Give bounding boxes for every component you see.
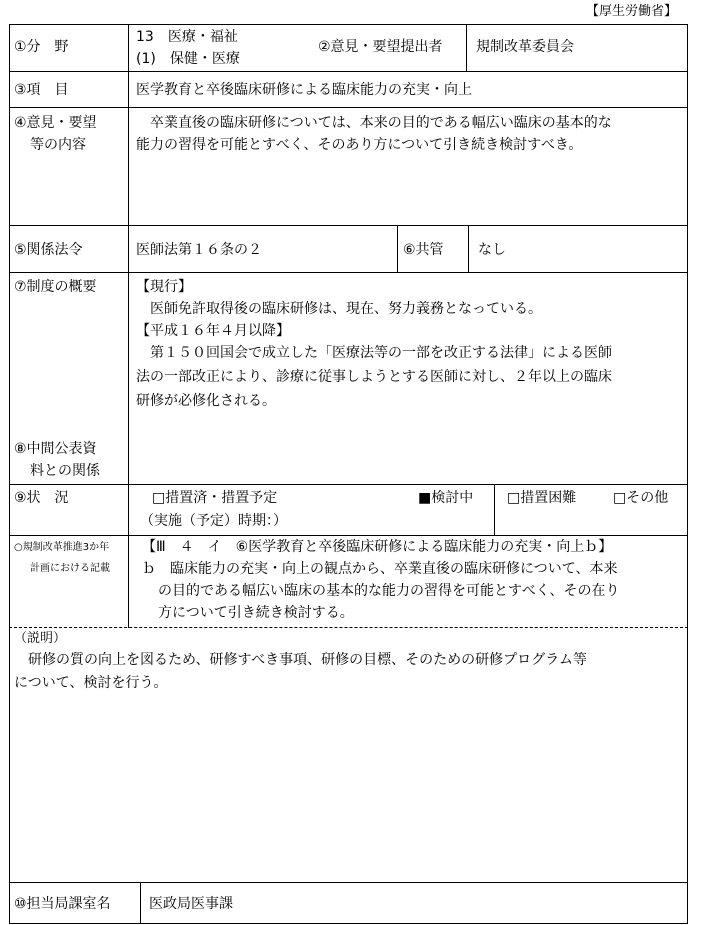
interim-label-line2: 料との関係 <box>30 463 100 479</box>
request-label-line1: ④意見・要望 <box>14 115 97 131</box>
plan-text-line: 方について引き続き検討する。 <box>158 605 354 621</box>
system-text-line: 研修が必修化される。 <box>136 393 276 409</box>
field-value-line2: (1) 保健・医療 <box>136 51 240 67</box>
explanation-text-line: 研修の質の向上を図るため、研修すべき事項、研修の目標、そのための研修プログラム等 <box>14 652 588 668</box>
status-option-difficult: □措置困難 <box>507 490 577 506</box>
submitter-value: 規制改革委員会 <box>476 39 574 55</box>
ministry-label: 【厚生労働省】 <box>586 4 678 19</box>
system-text-line: 第１５０回国会で成立した「医療法等の一部を改正する法律」による医師 <box>136 345 612 361</box>
explanation-text-line: について、検討を行う。 <box>14 675 168 691</box>
item-value: 医学教育と卒後臨床研修による臨床能力の充実・向上 <box>136 82 472 98</box>
system-text-line: 【平成１６年４月以降】 <box>136 323 290 339</box>
plan-label-line2: 計画における記載 <box>30 563 110 574</box>
plan-text-line: ｂ 臨床能力の充実・向上の観点から、卒業直後の臨床研修について、本来 <box>142 561 618 577</box>
request-text-line: 能力の習得を可能とすべく、そのあり方について引き続き検討すべき。 <box>136 137 583 153</box>
office-value: 医政局医事課 <box>149 896 233 912</box>
request-text-line: 卒業直後の臨床研修については、本来の目的である幅広い臨床の基本的な <box>136 115 612 131</box>
field-value-line1: 13 医療・福祉 <box>136 29 238 45</box>
status-timing: （実施（予定）時期：） <box>140 513 287 529</box>
status-option-under-review: ■検討中 <box>418 490 474 506</box>
joint-label: ⑥共管 <box>403 242 444 258</box>
explanation-heading: （説明） <box>14 631 67 646</box>
plan-label-line1: ○規制改革推進3か年 <box>14 542 110 553</box>
status-option-implemented: □措置済・措置予定 <box>152 490 278 506</box>
plan-text-line: の目的である幅広い臨床の基本的な能力の習得を可能とすべく、その在り <box>158 583 620 599</box>
status-option-other: □その他 <box>613 490 669 506</box>
joint-value: なし <box>478 242 506 258</box>
law-label: ⑤関係法令 <box>14 242 83 258</box>
interim-label-line1: ⑧中間公表資 <box>14 441 97 457</box>
system-text-line: 医師免許取得後の臨床研修は、現在、努力義務となっている。 <box>136 301 542 317</box>
system-label: ⑦制度の概要 <box>14 279 97 295</box>
system-text-line: 法の一部改正により、診療に従事しようとする医師に対し、２年以上の臨床 <box>136 369 612 385</box>
field-label: ①分 野 <box>14 39 69 55</box>
item-label: ③項 目 <box>14 82 69 98</box>
status-label: ⑨状 況 <box>14 490 69 506</box>
system-text-line: 【現行】 <box>136 279 192 295</box>
submitter-label: ②意見・要望提出者 <box>318 39 443 55</box>
law-value: 医師法第１６条の２ <box>136 242 262 258</box>
request-label-line2: 等の内容 <box>30 137 86 153</box>
plan-text-line: 【Ⅲ ４ イ ⑥医学教育と卒後臨床研修による臨床能力の充実・向上ｂ】 <box>142 539 613 555</box>
office-label: ⑩担当局課室名 <box>14 896 111 912</box>
